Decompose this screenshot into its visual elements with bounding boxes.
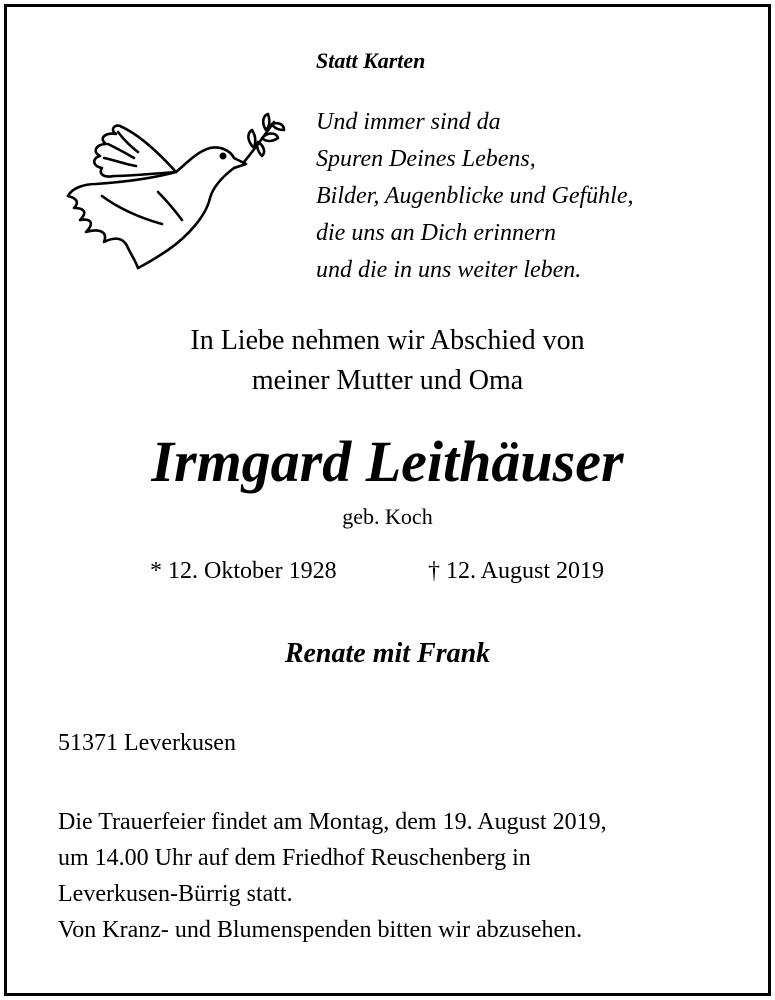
poem-line: Und immer sind da: [316, 109, 501, 135]
header-label: Statt Karten: [316, 48, 426, 73]
poem-line: die uns an Dich erinnern: [316, 220, 556, 246]
poem-line: und die in uns weiter leben.: [316, 257, 582, 283]
poem-line: Bilder, Augenblicke und Gefühle,: [316, 183, 634, 209]
service-line: Die Trauerfeier findet am Montag, dem 19. August 2019,: [58, 809, 607, 835]
service-details: [58, 804, 607, 948]
service-line: Von Kranz- und Blumenspenden bitten wir abzusehen.: [58, 917, 583, 943]
deceased-name: Irmgard Leithäuser: [151, 429, 624, 494]
service-line: Leverkusen-Bürrig statt.: [58, 881, 293, 907]
intro-line: meiner Mutter und Oma: [251, 365, 524, 396]
intro-text: [0, 321, 775, 401]
intro-line: In Liebe nehmen wir Abschied von: [190, 325, 585, 356]
poem-line: Spuren Deines Lebens,: [316, 146, 536, 172]
dove-icon: [58, 112, 288, 277]
service-line: um 14.00 Uhr auf dem Friedhof Reuschenberg in: [58, 845, 531, 871]
birth-date: * 12. Oktober 1928: [150, 558, 337, 584]
mourners-names: Renate mit Frank: [284, 638, 491, 669]
maiden-name: geb. Koch: [342, 504, 433, 529]
death-date: † 12. August 2019: [428, 558, 605, 584]
poem: [316, 104, 633, 289]
city-address: 51371 Leverkusen: [58, 730, 236, 756]
